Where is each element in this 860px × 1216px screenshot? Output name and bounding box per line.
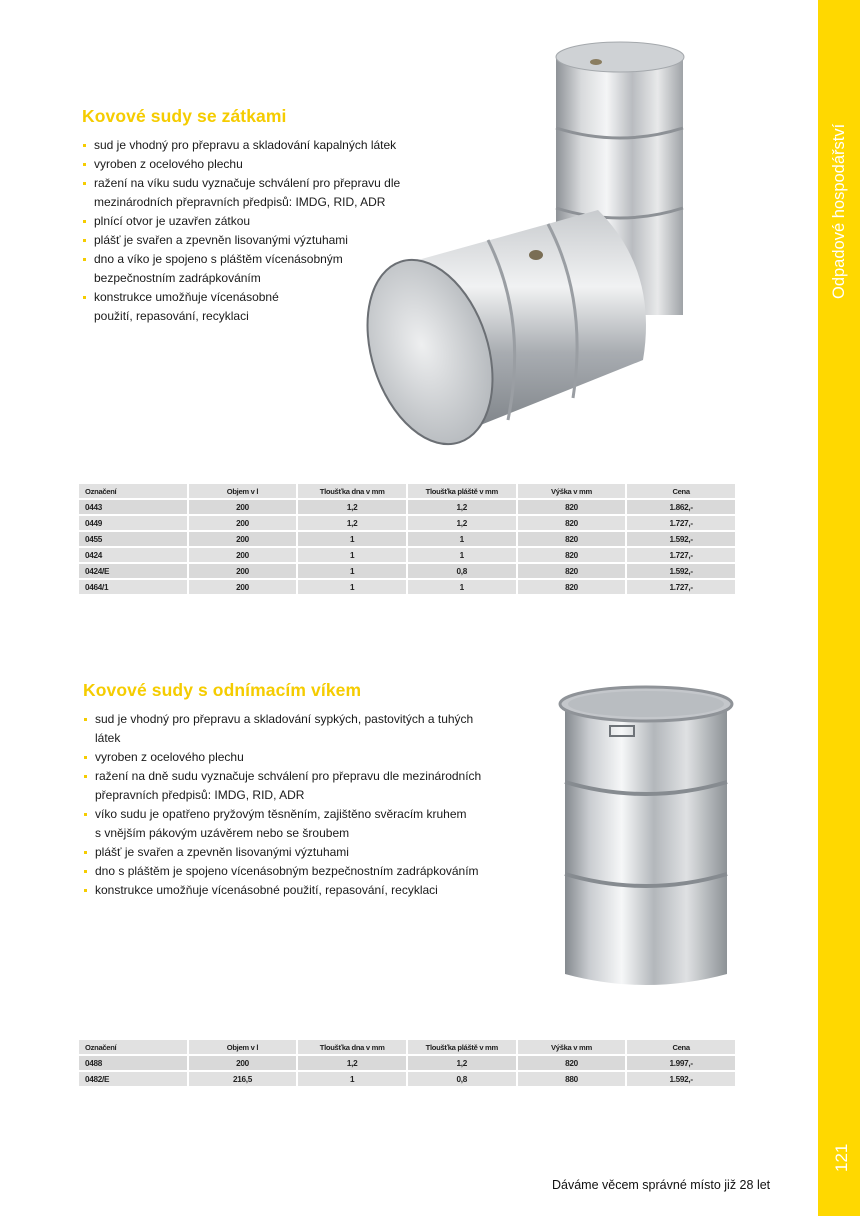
cell-volume: 200 xyxy=(189,564,297,578)
cell-shell-thickness: 0,8 xyxy=(408,1072,516,1086)
table-row xyxy=(79,500,735,514)
bullet-item: vyroben z ocelového plechu xyxy=(83,748,503,767)
cell-designation: 0449 xyxy=(79,516,187,530)
cell-designation: 0424 xyxy=(79,548,187,562)
cell-height: 880 xyxy=(518,1072,626,1086)
cell-shell-thickness: 1,2 xyxy=(408,500,516,514)
cell-price: 1.592,- xyxy=(627,1072,735,1086)
cell-designation: 0464/1 xyxy=(79,580,187,594)
cell-designation: 0482/E xyxy=(79,1072,187,1086)
cell-designation: 0443 xyxy=(79,500,187,514)
cell-bottom-thickness: 1 xyxy=(298,564,406,578)
cell-price: 1.997,- xyxy=(627,1056,735,1070)
bullet-item: sud je vhodný pro přepravu a skladování sypkých, pastovitých a tuhých látek xyxy=(83,710,503,748)
bullet-item: vyroben z ocelového plechu xyxy=(82,155,402,174)
col-header-height: Výška v mm xyxy=(518,484,626,498)
cell-height: 820 xyxy=(518,580,626,594)
bullet-list-bung-drums xyxy=(82,136,402,326)
cell-bottom-thickness: 1 xyxy=(298,580,406,594)
table-row xyxy=(79,564,735,578)
cell-price: 1.727,- xyxy=(627,548,735,562)
cell-volume: 200 xyxy=(189,548,297,562)
table-header-row xyxy=(79,1040,735,1054)
cell-designation: 0424/E xyxy=(79,564,187,578)
spec-table-lid-drums xyxy=(77,1038,737,1088)
cell-shell-thickness: 1 xyxy=(408,548,516,562)
steel-drum-removable-lid-photo xyxy=(553,684,739,994)
page-number: 121 xyxy=(832,1143,851,1172)
cell-height: 820 xyxy=(518,548,626,562)
col-header-shell-thickness: Tloušťka pláště v mm xyxy=(408,1040,516,1054)
cell-height: 820 xyxy=(518,516,626,530)
table-row xyxy=(79,1072,735,1086)
col-header-shell-thickness: Tloušťka pláště v mm xyxy=(408,484,516,498)
col-header-volume: Objem v l xyxy=(189,484,297,498)
cell-volume: 200 xyxy=(189,1056,297,1070)
bullet-item: plnící otvor je uzavřen zátkou xyxy=(82,212,402,231)
col-header-designation: Označení xyxy=(79,484,187,498)
table-row xyxy=(79,1056,735,1070)
cell-height: 820 xyxy=(518,500,626,514)
cell-designation: 0488 xyxy=(79,1056,187,1070)
cell-shell-thickness: 1 xyxy=(408,532,516,546)
bullet-item: ražení na dně sudu vyznačuje schválení pro přepravu dle mezinárodních přepravních předpisů: IMDG, RID, ADR xyxy=(83,767,503,805)
table-row xyxy=(79,548,735,562)
cell-bottom-thickness: 1,2 xyxy=(298,500,406,514)
cell-height: 820 xyxy=(518,1056,626,1070)
bullet-item: konstrukce umožňuje vícenásobné použití, repasování, recyklaci xyxy=(82,288,402,326)
cell-shell-thickness: 1,2 xyxy=(408,516,516,530)
cell-volume: 200 xyxy=(189,516,297,530)
cell-bottom-thickness: 1,2 xyxy=(298,1056,406,1070)
cell-shell-thickness: 0,8 xyxy=(408,564,516,578)
cell-price: 1.727,- xyxy=(627,580,735,594)
col-header-price: Cena xyxy=(627,484,735,498)
bullet-item: plášť je svařen a zpevněn lisovanými výztuhami xyxy=(83,843,503,862)
cell-bottom-thickness: 1 xyxy=(298,1072,406,1086)
table-row xyxy=(79,516,735,530)
bullet-item: konstrukce umožňuje vícenásobné použití, repasování, recyklaci xyxy=(83,881,503,900)
table-header-row xyxy=(79,484,735,498)
col-header-bottom-thickness: Tloušťka dna v mm xyxy=(298,1040,406,1054)
spec-table-bung-drums xyxy=(77,482,737,596)
table-row xyxy=(79,580,735,594)
steel-drums-with-bung-photo xyxy=(358,30,698,462)
cell-bottom-thickness: 1 xyxy=(298,548,406,562)
section-title-lid-drums: Kovové sudy s odnímacím víkem xyxy=(83,680,362,700)
cell-height: 820 xyxy=(518,532,626,546)
cell-shell-thickness: 1 xyxy=(408,580,516,594)
cell-price: 1.727,- xyxy=(627,516,735,530)
cell-shell-thickness: 1,2 xyxy=(408,1056,516,1070)
section-title-bung-drums: Kovové sudy se zátkami xyxy=(82,106,287,126)
cell-volume: 200 xyxy=(189,532,297,546)
table-row xyxy=(79,532,735,546)
cell-bottom-thickness: 1 xyxy=(298,532,406,546)
footer-tagline: Dáváme věcem správné místo již 28 let xyxy=(552,1178,771,1192)
bullet-item: dno a víko je spojeno s pláštěm vícenásobným bezpečnostním zadrápkováním xyxy=(82,250,402,288)
bullet-item: dno s pláštěm je spojeno vícenásobným bezpečnostním zadrápkováním xyxy=(83,862,503,881)
bullet-item: plášť je svařen a zpevněn lisovanými výztuhami xyxy=(82,231,402,250)
col-header-height: Výška v mm xyxy=(518,1040,626,1054)
cell-height: 820 xyxy=(518,564,626,578)
bullet-list-lid-drums xyxy=(83,710,503,900)
cell-designation: 0455 xyxy=(79,532,187,546)
col-header-bottom-thickness: Tloušťka dna v mm xyxy=(298,484,406,498)
sidebar-chapter-title: Odpadové hospodářství xyxy=(830,123,848,299)
bullet-item: ražení na víku sudu vyznačuje schválení pro přepravu dle mezinárodních přepravních předpisů: IMDG, RID, ADR xyxy=(82,174,402,212)
cell-price: 1.862,- xyxy=(627,500,735,514)
col-header-price: Cena xyxy=(627,1040,735,1054)
bullet-item: sud je vhodný pro přepravu a skladování kapalných látek xyxy=(82,136,402,155)
col-header-volume: Objem v l xyxy=(189,1040,297,1054)
bullet-item: víko sudu je opatřeno pryžovým těsněním, zajištěno svěracím kruhem s vnějším pákovým uzávěrem nebo se šroubem xyxy=(83,805,503,843)
cell-volume: 200 xyxy=(189,580,297,594)
cell-price: 1.592,- xyxy=(627,532,735,546)
cell-bottom-thickness: 1,2 xyxy=(298,516,406,530)
col-header-designation: Označení xyxy=(79,1040,187,1054)
cell-volume: 200 xyxy=(189,500,297,514)
cell-volume: 216,5 xyxy=(189,1072,297,1086)
cell-price: 1.592,- xyxy=(627,564,735,578)
